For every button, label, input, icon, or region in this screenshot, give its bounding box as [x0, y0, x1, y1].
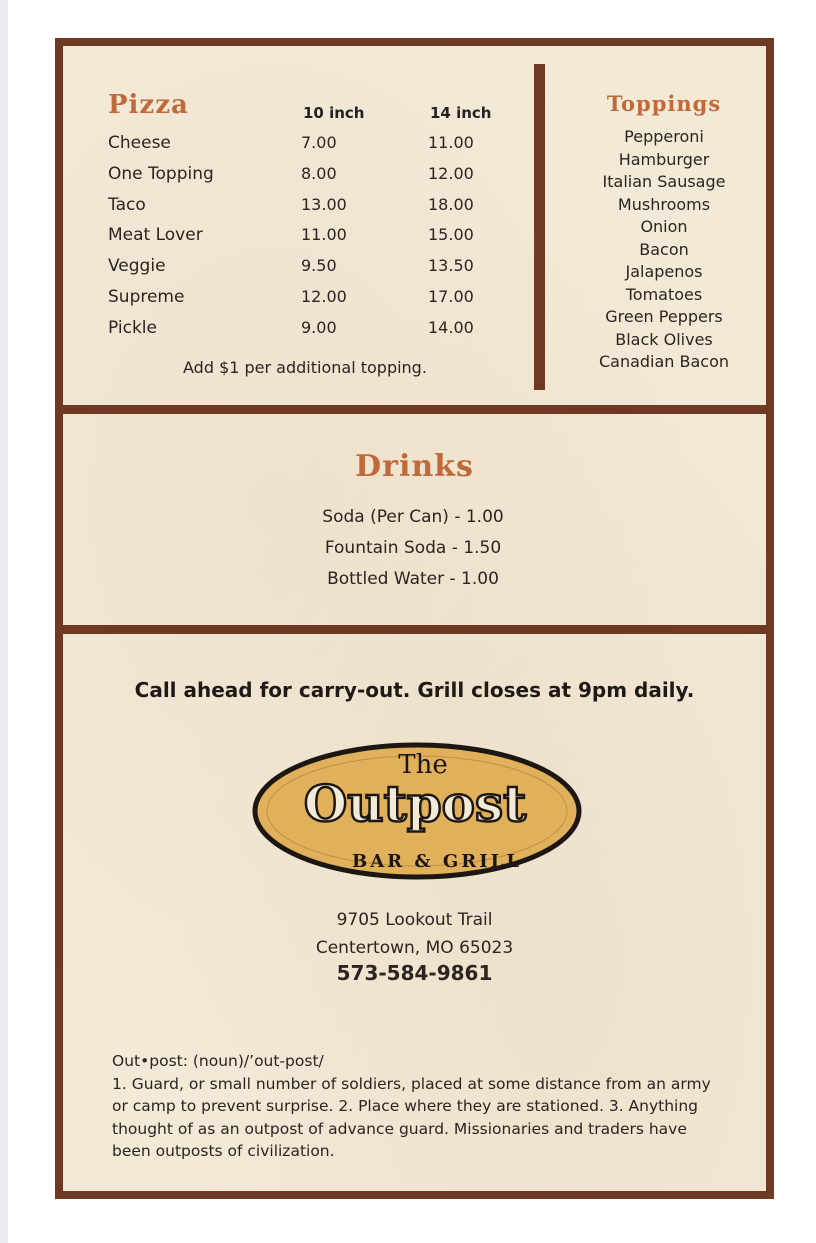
section-divider — [63, 625, 766, 634]
pizza-name: Supreme — [108, 287, 185, 307]
price-10: 7.00 — [301, 133, 337, 152]
drink-item: Fountain Soda - 1.50 — [324, 538, 502, 558]
logo-bar-grill: BAR & GRILL — [352, 851, 522, 872]
pizza-name: Veggie — [108, 256, 166, 276]
drinks-list — [213, 502, 613, 595]
logo-outpost: Outpost — [303, 774, 527, 833]
topping-item: Onion — [640, 217, 688, 236]
topping-item: Green Peppers — [605, 307, 723, 326]
phone-number: 573-584-9861 — [336, 961, 493, 985]
drinks-title: Drinks — [355, 449, 474, 484]
address-block — [63, 906, 766, 962]
column-divider — [534, 64, 545, 390]
price-14: 18.00 — [428, 195, 474, 214]
topping-item: Black Olives — [615, 329, 713, 349]
page-edge — [0, 0, 8, 1243]
city-state-zip: Centertown, MO 65023 — [315, 938, 514, 958]
topping-item: Tomatoes — [625, 284, 703, 304]
pizza-row — [108, 225, 508, 249]
drink-item: Bottled Water - 1.00 — [327, 569, 499, 589]
street-address: 9705 Lookout Trail — [336, 910, 493, 930]
topping-item: Canadian Bacon — [598, 352, 730, 371]
price-10: 8.00 — [301, 164, 337, 183]
topping-item: Italian Sausage — [602, 172, 726, 191]
carry-out-notice: Call ahead for carry-out. Grill closes at 9pm daily. — [134, 678, 695, 702]
size-10-header: 10 inch — [303, 104, 365, 122]
price-14: 14.00 — [428, 318, 474, 337]
pizza-title: Pizza — [108, 90, 189, 120]
pizza-row — [108, 195, 508, 219]
price-14: 12.00 — [428, 164, 474, 183]
toppings-title: Toppings — [606, 91, 722, 116]
definition-block — [112, 1050, 722, 1163]
size-14-header: 14 inch — [430, 104, 492, 122]
pizza-row — [108, 287, 508, 311]
topping-note: Add $1 per additional topping. — [183, 358, 427, 377]
topping-item: Bacon — [639, 239, 689, 259]
pizza-name: Taco — [108, 195, 146, 215]
pizza-row — [108, 164, 508, 188]
topping-item: Pepperoni — [624, 127, 704, 146]
section-divider — [63, 405, 766, 414]
pizza-name: One Topping — [108, 164, 214, 184]
pizza-name: Meat Lover — [108, 225, 203, 245]
pizza-name: Pickle — [108, 318, 157, 338]
price-10: 12.00 — [301, 287, 347, 306]
price-10: 9.50 — [301, 256, 337, 275]
price-10: 9.00 — [301, 318, 337, 337]
logo-the: The — [398, 750, 448, 780]
definition-heading: Out•post: (noun)/’out-post/ — [112, 1052, 324, 1070]
price-10: 11.00 — [301, 225, 347, 244]
menu-card — [55, 38, 774, 1199]
pizza-row — [108, 133, 508, 157]
drink-item: Soda (Per Can) - 1.00 — [322, 507, 504, 527]
price-14: 17.00 — [428, 287, 474, 306]
price-10: 13.00 — [301, 195, 347, 214]
price-14: 15.00 — [428, 225, 474, 244]
outpost-logo — [251, 741, 584, 881]
pizza-row — [108, 318, 508, 342]
topping-item: Hamburger — [618, 149, 710, 169]
pizza-row — [108, 256, 508, 280]
topping-item: Mushrooms — [617, 194, 711, 214]
topping-item: Jalapenos — [625, 262, 703, 281]
definition-body: 1. Guard, or small number of soldiers, placed at some distance from an army or camp to prevent surprise. 2. Place where they are stationed. 3. Anything thought of as an outpost of advance guard. Missionaries and traders have been outposts of civilization. — [112, 1074, 711, 1160]
price-14: 11.00 — [428, 133, 474, 152]
price-14: 13.50 — [428, 256, 474, 275]
pizza-name: Cheese — [108, 133, 171, 153]
toppings-list — [571, 126, 757, 374]
